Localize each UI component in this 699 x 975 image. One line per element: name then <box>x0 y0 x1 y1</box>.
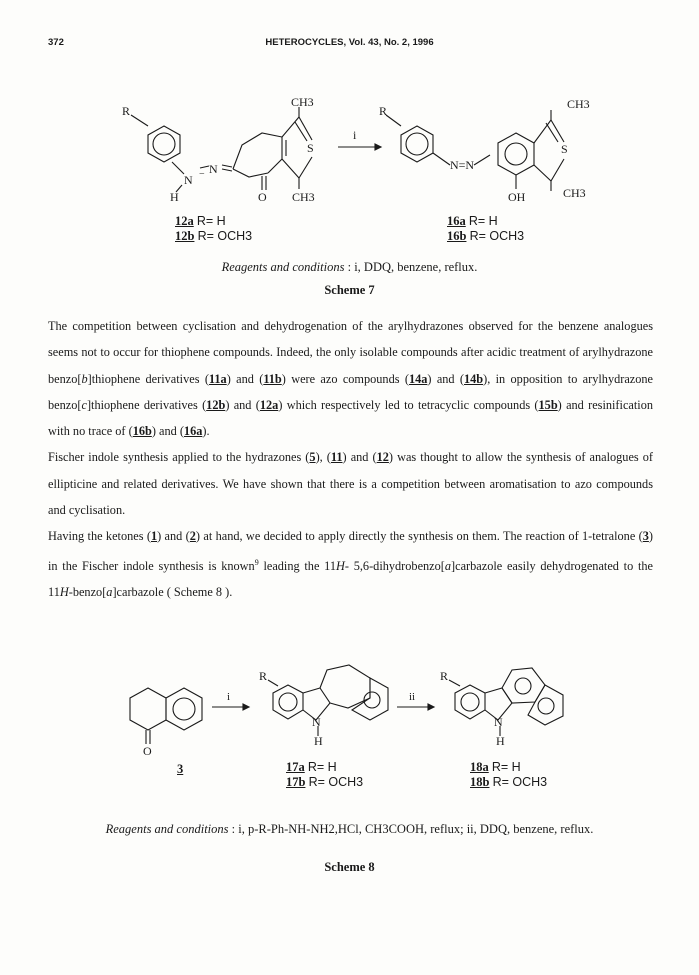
methyl-group: CH3 <box>291 95 314 109</box>
nitrogen-atom: N <box>184 173 193 187</box>
oxygen-atom: O <box>143 744 152 758</box>
paragraph-2: Fischer indole synthesis applied to the hydrazones (5), (11) and (12) was thought to allow the synthesis of analogues of ellipticine and related derivatives. We have shown that there is a competition between aromatisation to azo compounds and cyclisation. <box>48 450 654 518</box>
compound-label-17a: 17a R= H <box>286 760 337 774</box>
sulfur-atom: S <box>307 141 314 155</box>
sulfur-atom: S <box>561 142 568 156</box>
body-text <box>48 313 653 605</box>
hydrazone-dash: − <box>199 169 205 180</box>
azo-group: N=N <box>450 158 475 172</box>
hydroxyl-group: OH <box>508 190 526 204</box>
running-header: HETEROCYCLES, Vol. 43, No. 2, 1996 <box>265 37 434 48</box>
r-substituent: R <box>379 104 388 118</box>
compound-label-18b: 18b R= OCH3 <box>470 775 548 789</box>
hydrogen-atom: H <box>496 734 505 748</box>
compound-label-16b: 16b R= OCH3 <box>447 229 525 243</box>
r-substituent: R <box>122 104 131 118</box>
compound-label-16a: 16a R= H <box>447 214 498 228</box>
compound-label-12a: 12a R= H <box>175 214 226 228</box>
scheme-8-conditions: Reagents and conditions : i, p-R-Ph-NH-NH2,HCl, CH3COOH, reflux; ii, DDQ, benzene, reflux. <box>105 822 594 836</box>
oxygen-atom: O <box>258 190 267 204</box>
page-number: 372 <box>48 37 64 48</box>
paragraph-1: The competition between cyclisation and dehydrogenation of the arylhydrazones observed for the benzene analogues seems not to occur for thiophene compounds. Indeed, the only isolable compounds after acidic treatment of arylhydrazone benzo[b]thiophene derivatives (11a) and (11b) were azo compounds (14a) and (14b), in opposition to arylhydrazone benzo[c]thiophene derivatives (12b) and (12a) which respectively led to tetracyclic compounds (15b) and resinification with no trace of (16b) and (16a). <box>48 319 654 439</box>
nitrogen-atom: N <box>209 162 218 176</box>
compound-label-12b: 12b R= OCH3 <box>175 229 253 243</box>
methyl-group: CH3 <box>567 97 590 111</box>
scheme-7-conditions: Reagents and conditions : i, DDQ, benzene, reflux. <box>221 260 478 274</box>
step-i-label: i <box>353 128 357 142</box>
paragraph-3: Having the ketones (1) and (2) at hand, we decided to apply directly the synthesis on them. The reaction of 1-tetralone (3) in the Fischer indole synthesis is known$^9$ leading the 11H- 5,6-dihydrobenzo[a]carbazole easily dehydrogenated to the 11H-benzo[a]carbazole ( Scheme 8 ). <box>48 529 653 600</box>
methyl-group: CH3 <box>292 190 315 204</box>
r-substituent: R <box>440 669 449 683</box>
compound-label-18a: 18a R= H <box>470 760 521 774</box>
scheme-8-title: Scheme 8 <box>324 860 375 874</box>
scheme-8-structures <box>0 640 699 780</box>
methyl-group: CH3 <box>563 186 586 200</box>
hydrogen-atom: H <box>170 190 179 204</box>
hydrogen-atom: H <box>314 734 323 748</box>
scheme-7-title: Scheme 7 <box>324 283 375 297</box>
step-ii-label: ii <box>409 691 416 703</box>
compound-label-3: 3 <box>177 762 184 776</box>
r-substituent: R <box>259 669 268 683</box>
nitrogen-atom: N <box>312 715 321 729</box>
compound-label-17b: 17b R= OCH3 <box>286 775 364 789</box>
step-i-label: i <box>227 691 231 703</box>
nitrogen-atom: N <box>494 715 503 729</box>
